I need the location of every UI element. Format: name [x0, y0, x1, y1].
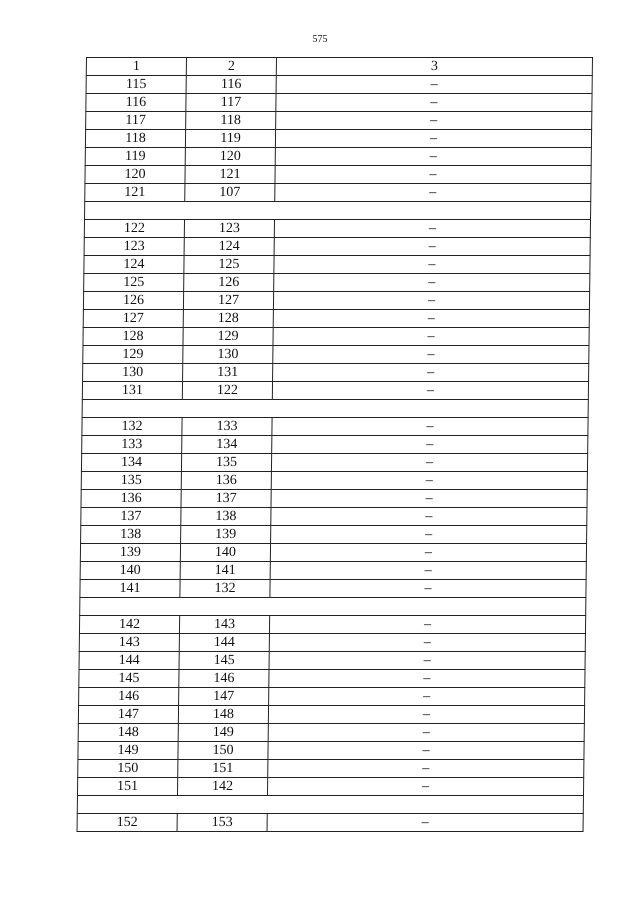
table-cell-col-3: – — [269, 652, 585, 670]
table-cell-col-1: 141 — [80, 580, 180, 598]
table-cell-col-1: 132 — [82, 418, 182, 436]
table-cell-col-3: – — [271, 508, 587, 526]
table-cell-col-2: 148 — [178, 706, 268, 724]
table-cell-col-2: 119 — [185, 130, 275, 148]
table-cell-col-1: 128 — [83, 328, 183, 346]
table-row — [85, 130, 591, 148]
header-row — [86, 58, 592, 76]
table-cell-col-1: 144 — [79, 652, 179, 670]
page-number: 575 — [312, 34, 328, 45]
table-cell-col-2: 151 — [178, 760, 268, 778]
table-cell-col-2: 139 — [181, 526, 271, 544]
table-cell-col-2: 138 — [181, 508, 271, 526]
table-row — [85, 148, 591, 166]
table-row — [83, 364, 589, 382]
table-row — [83, 292, 589, 310]
table-cell-col-2: 126 — [184, 274, 274, 292]
table-cell-col-1: 137 — [81, 508, 181, 526]
table-row — [78, 706, 584, 724]
table-cell-col-3: – — [268, 760, 584, 778]
table-cell-col-3: – — [272, 436, 588, 454]
table-cell-col-3: – — [267, 778, 583, 796]
table-cell-col-1: 147 — [78, 706, 178, 724]
separator-cell — [80, 598, 586, 616]
table-cell-col-3: – — [273, 292, 589, 310]
table-cell-col-2: 122 — [182, 382, 272, 400]
table-cell-col-2: 137 — [181, 490, 271, 508]
table-row — [81, 454, 587, 472]
table-cell-col-2: 141 — [180, 562, 270, 580]
table-row — [82, 436, 588, 454]
table-row — [83, 328, 589, 346]
header-cell-1: 1 — [86, 58, 186, 76]
table-row — [86, 76, 592, 94]
table-cell-col-3: – — [269, 616, 585, 634]
table-cell-col-2: 107 — [185, 184, 275, 202]
table-cell-col-3: – — [270, 544, 586, 562]
table-row — [78, 742, 584, 760]
table-cell-col-1: 130 — [83, 364, 183, 382]
table-cell-col-1: 152 — [77, 814, 177, 832]
table-cell-col-3: – — [272, 418, 588, 436]
table-row — [83, 310, 589, 328]
table-cell-col-2: 130 — [183, 346, 273, 364]
table-cell-col-3: – — [273, 310, 589, 328]
table-cell-col-3: – — [275, 166, 591, 184]
table-cell-col-2: 153 — [177, 814, 267, 832]
table-cell-col-3: – — [276, 112, 592, 130]
table-cell-col-3: – — [271, 454, 587, 472]
table-cell-col-2: 121 — [185, 166, 275, 184]
separator-cell — [82, 400, 588, 418]
table-cell-col-2: 118 — [186, 112, 276, 130]
table-cell-col-1: 143 — [79, 634, 179, 652]
table-cell-col-2: 146 — [179, 670, 269, 688]
table-cell-col-2: 123 — [184, 220, 274, 238]
table-cell-col-2: 127 — [183, 292, 273, 310]
table-cell-col-2: 117 — [186, 94, 276, 112]
table-cell-col-1: 124 — [84, 256, 184, 274]
table-cell-col-1: 140 — [80, 562, 180, 580]
table-cell-col-3: – — [273, 346, 589, 364]
table-row — [86, 112, 592, 130]
table-cell-col-3: – — [272, 382, 588, 400]
table-row — [81, 526, 587, 544]
table-cell-col-1: 150 — [78, 760, 178, 778]
table-cell-col-1: 118 — [85, 130, 185, 148]
table-cell-col-2: 120 — [185, 148, 275, 166]
table-row — [79, 652, 585, 670]
table-cell-col-1: 138 — [81, 526, 181, 544]
table-cell-col-2: 124 — [184, 238, 274, 256]
table-row — [77, 814, 583, 832]
separator-cell — [77, 796, 583, 814]
table-cell-col-1: 133 — [82, 436, 182, 454]
table-cell-col-1: 117 — [86, 112, 186, 130]
table-cell-col-1: 145 — [79, 670, 179, 688]
table-row — [82, 382, 588, 400]
table-cell-col-1: 119 — [85, 148, 185, 166]
table-row — [81, 472, 587, 490]
table-cell-col-3: – — [270, 562, 586, 580]
table-row — [79, 634, 585, 652]
table-cell-col-3: – — [274, 238, 590, 256]
table-row — [81, 490, 587, 508]
table-cell-col-1: 146 — [79, 688, 179, 706]
table-cell-col-2: 132 — [180, 580, 270, 598]
table-cell-col-2: 147 — [179, 688, 269, 706]
table-row — [83, 346, 589, 364]
separator-row — [82, 400, 588, 418]
table-cell-col-2: 128 — [183, 310, 273, 328]
table-cell-col-2: 125 — [184, 256, 274, 274]
table-cell-col-2: 140 — [180, 544, 270, 562]
table-row — [79, 670, 585, 688]
table-cell-col-3: – — [268, 724, 584, 742]
header-cell-3: 3 — [276, 58, 592, 76]
table-cell-col-3: – — [269, 670, 585, 688]
table-cell-col-1: 122 — [84, 220, 184, 238]
separator-row — [80, 598, 586, 616]
table-row — [79, 616, 585, 634]
table-row — [85, 184, 591, 202]
table-cell-col-2: 150 — [178, 742, 268, 760]
table-cell-col-1: 116 — [86, 94, 186, 112]
table-cell-col-1: 139 — [80, 544, 180, 562]
table-cell-col-3: – — [274, 274, 590, 292]
table-row — [79, 688, 585, 706]
table-row — [86, 94, 592, 112]
table-cell-col-3: – — [275, 148, 591, 166]
table-row — [80, 580, 586, 598]
separator-cell — [85, 202, 591, 220]
table-cell-col-1: 131 — [82, 382, 182, 400]
table-row — [78, 760, 584, 778]
table-cell-col-2: 116 — [186, 76, 276, 94]
table-cell-col-3: – — [276, 94, 592, 112]
table-cell-col-3: – — [269, 634, 585, 652]
table-cell-col-1: 120 — [85, 166, 185, 184]
table-cell-col-2: 145 — [179, 652, 269, 670]
separator-row — [85, 202, 591, 220]
table-row — [84, 238, 590, 256]
table-cell-col-1: 134 — [81, 454, 181, 472]
data-table — [77, 57, 593, 832]
table-cell-col-3: – — [270, 580, 586, 598]
table-cell-col-1: 127 — [83, 310, 183, 328]
table-row — [82, 418, 588, 436]
table-cell-col-3: – — [274, 256, 590, 274]
table-cell-col-3: – — [268, 706, 584, 724]
table-row — [80, 562, 586, 580]
table-row — [84, 256, 590, 274]
table-cell-col-2: 149 — [178, 724, 268, 742]
table-cell-col-3: – — [274, 220, 590, 238]
table-cell-col-1: 151 — [77, 778, 177, 796]
table-cell-col-2: 133 — [182, 418, 272, 436]
header-cell-2: 2 — [186, 58, 276, 76]
table-body — [77, 58, 592, 832]
table-cell-col-1: 136 — [81, 490, 181, 508]
table-cell-col-1: 126 — [83, 292, 183, 310]
table-cell-col-1: 129 — [83, 346, 183, 364]
table-cell-col-3: – — [271, 526, 587, 544]
table-row — [80, 544, 586, 562]
table-cell-col-3: – — [273, 328, 589, 346]
table-cell-col-1: 123 — [84, 238, 184, 256]
table-cell-col-1: 115 — [86, 76, 186, 94]
table-cell-col-2: 142 — [177, 778, 267, 796]
table-cell-col-1: 135 — [81, 472, 181, 490]
table-cell-col-2: 136 — [181, 472, 271, 490]
table-cell-col-3: – — [269, 688, 585, 706]
table-row — [85, 166, 591, 184]
table-cell-col-2: 143 — [179, 616, 269, 634]
table-cell-col-2: 144 — [179, 634, 269, 652]
table-cell-col-3: – — [267, 814, 583, 832]
table-cell-col-2: 134 — [182, 436, 272, 454]
table-cell-col-1: 121 — [85, 184, 185, 202]
table-cell-col-3: – — [273, 364, 589, 382]
table-row — [81, 508, 587, 526]
table-cell-col-3: – — [271, 490, 587, 508]
table-cell-col-2: 129 — [183, 328, 273, 346]
table-cell-col-3: – — [276, 76, 592, 94]
table-cell-col-1: 142 — [79, 616, 179, 634]
table-row — [78, 724, 584, 742]
table-row — [77, 778, 583, 796]
table-cell-col-3: – — [271, 472, 587, 490]
table-cell-col-1: 148 — [78, 724, 178, 742]
table-cell-col-2: 135 — [181, 454, 271, 472]
separator-row — [77, 796, 583, 814]
table-cell-col-3: – — [268, 742, 584, 760]
table-row — [84, 274, 590, 292]
table-cell-col-2: 131 — [183, 364, 273, 382]
table-cell-col-3: – — [275, 184, 591, 202]
table-cell-col-1: 149 — [78, 742, 178, 760]
table-cell-col-1: 125 — [84, 274, 184, 292]
table-row — [84, 220, 590, 238]
table-cell-col-3: – — [275, 130, 591, 148]
